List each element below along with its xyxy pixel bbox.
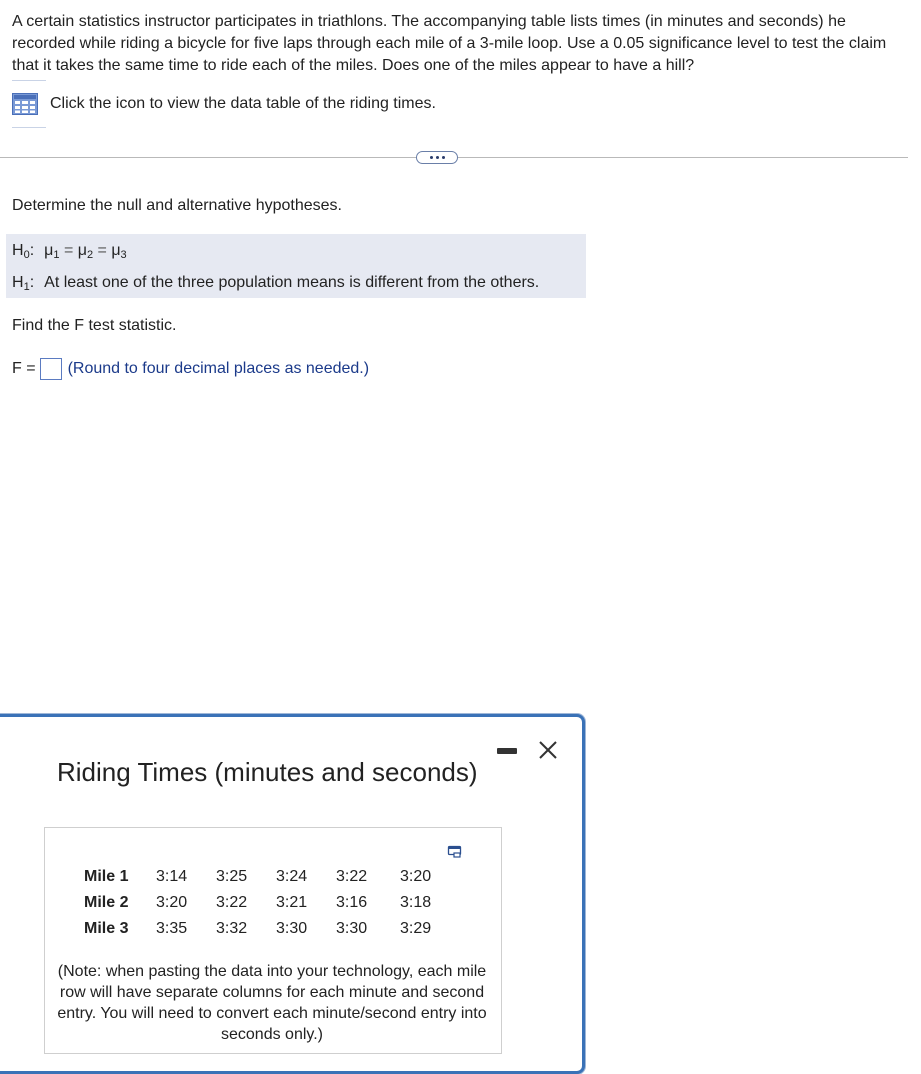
row-label: Mile 2: [84, 894, 129, 911]
f-statistic-input[interactable]: [40, 358, 62, 380]
table-cell: 3:21: [276, 894, 308, 911]
table-cell: 3:24: [276, 868, 308, 885]
close-icon[interactable]: [536, 738, 560, 762]
popup-title: Riding Times (minutes and seconds): [57, 757, 478, 787]
minimize-icon[interactable]: [497, 748, 517, 754]
question-hypotheses: Determine the null and alternative hypotheses.: [12, 197, 342, 214]
row-label: Mile 3: [84, 920, 129, 937]
table-cell: 3:32: [216, 920, 248, 937]
null-hypothesis-label: $H_0$:: [12, 242, 35, 261]
alternative-hypothesis-value: At least one of the three population means is different from the others.: [44, 274, 540, 291]
data-table-link[interactable]: [12, 92, 436, 116]
alternative-hypothesis-label: $H_1$:: [12, 274, 35, 293]
table-cell: 3:30: [276, 920, 308, 937]
table-cell: 3:30: [336, 920, 368, 937]
table-cell: 3:20: [156, 894, 188, 911]
question-f-statistic: Find the F test statistic.: [12, 317, 177, 334]
table-cell: 3:20: [400, 868, 432, 885]
link-divider-bottom: [12, 127, 46, 128]
table-note: (Note: when pasting the data into your technology, each mile row will have separate columns for each minute and second entry. You will need to convert each minute/second entry into seconds only.): [57, 963, 487, 1043]
null-hypothesis-value: $\mu_1 = \mu_2 = \mu_3$: [44, 242, 127, 261]
rounding-hint: (Round to four decimal places as needed.): [67, 360, 370, 377]
f-label: F =: [12, 360, 36, 377]
problem-statement: A certain statistics instructor participates in triathlons. The accompanying table lists times (in minutes and seconds) he recorded while riding a bicycle for five laps through each mile of a 3-mile loop. Use a 0.05 significance level to test the claim that it takes the same time to ride each of the miles. Does one of the miles appear to have a hill?: [12, 13, 887, 74]
expand-more-button[interactable]: [416, 151, 458, 164]
row-label: Mile 1: [84, 868, 129, 885]
f-statistic-row: [12, 357, 369, 381]
table-cell: 3:25: [216, 868, 248, 885]
table-row: [80, 864, 460, 890]
table-row: [80, 890, 460, 916]
alternative-hypothesis: [12, 274, 539, 293]
null-hypothesis: [12, 242, 127, 261]
dot-icon: [430, 156, 433, 159]
riding-times-table: [80, 864, 460, 942]
dot-icon: [436, 156, 439, 159]
table-cell: 3:14: [156, 868, 188, 885]
hypotheses-answer-box: [6, 234, 586, 298]
table-cell: 3:22: [216, 894, 248, 911]
table-icon[interactable]: [12, 93, 38, 115]
table-cell: 3:18: [400, 894, 432, 911]
link-divider-top: [12, 80, 46, 81]
table-cell: 3:16: [336, 894, 368, 911]
copy-icon[interactable]: [447, 844, 463, 860]
table-cell: 3:22: [336, 868, 368, 885]
table-row: [80, 916, 460, 942]
dot-icon: [442, 156, 445, 159]
table-cell: 3:29: [400, 920, 432, 937]
data-table-link-label[interactable]: Click the icon to view the data table of the riding times.: [50, 95, 436, 112]
table-cell: 3:35: [156, 920, 188, 937]
